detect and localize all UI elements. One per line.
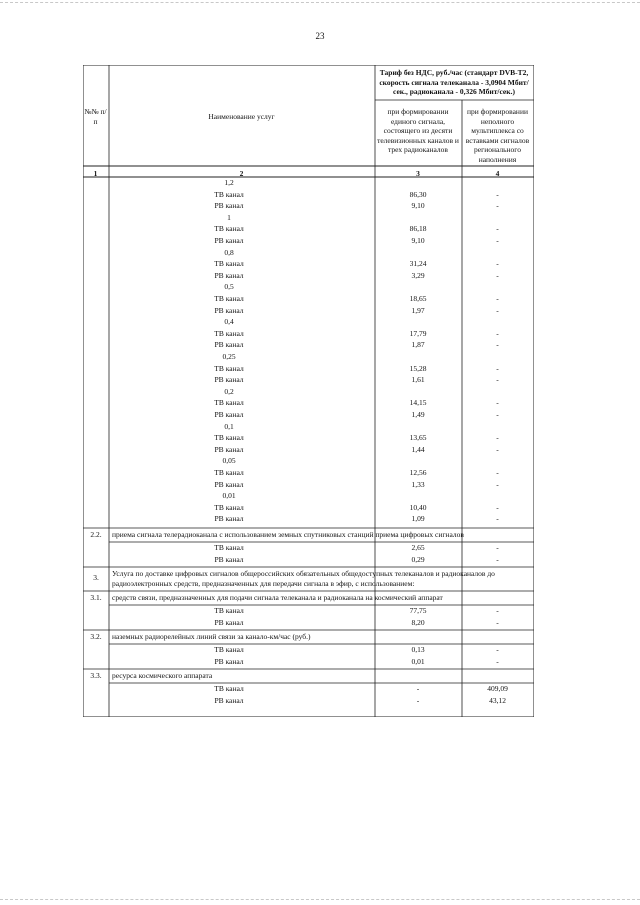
tv-tariff-col3: 13,65 — [409, 433, 427, 443]
tv-channel-label: ТВ канал — [214, 433, 244, 443]
rv-tariff-col3: 9,10 — [411, 236, 425, 245]
rv-tariff-col4: - — [496, 201, 499, 211]
tv-tariff-col4: - — [496, 398, 499, 408]
rv-channel-label: РВ канал — [214, 444, 244, 454]
tv-tariff-col4: - — [496, 543, 499, 552]
rv-tariff-col4: - — [496, 479, 499, 489]
section-title: приема сигнала телерадиоканала с использованием земных спутниковых станций приема цифровых сигналов — [112, 530, 464, 539]
section-title: наземных радиорелейных линий связи за канало-км/час (руб.) — [112, 632, 311, 641]
section-number: 3.2. — [90, 632, 102, 641]
tv-channel-label: ТВ канал — [214, 543, 244, 552]
section-number: 3.1. — [90, 593, 102, 602]
factor-value: 0,8 — [224, 247, 234, 257]
tv-tariff-col3: 10,40 — [409, 502, 427, 512]
factor-value: 0,2 — [224, 386, 234, 396]
tv-tariff-col4: - — [496, 468, 499, 477]
tv-tariff-col3: 17,79 — [409, 328, 427, 338]
tv-tariff-col4: - — [496, 189, 499, 199]
factor-value: 0,01 — [222, 491, 236, 501]
tv-channel-label: ТВ канал — [214, 259, 244, 269]
tv-channel-label: ТВ канал — [214, 502, 244, 512]
rv-channel-label: РВ канал — [214, 657, 244, 666]
tv-channel-label: ТВ канал — [214, 328, 244, 338]
page-top-edge — [0, 2, 640, 3]
rv-channel-label: РВ канал — [214, 305, 244, 315]
tv-tariff-col3: 18,65 — [409, 294, 427, 303]
section-title: средств связи, предназначенных для подачи сигнала телеканала и радиоканала на космический аппарат — [112, 593, 443, 602]
rv-tariff-col4: - — [496, 375, 499, 385]
tv-tariff-col3: 2,65 — [411, 543, 425, 552]
section-number: 2.2. — [90, 530, 102, 539]
section-number: 3.3. — [90, 671, 102, 680]
tariff-table — [83, 65, 534, 717]
rv-tariff-col3: 9,10 — [411, 201, 425, 211]
factor-value: 0,05 — [222, 456, 236, 466]
tv-tariff-col4: - — [496, 606, 499, 615]
tv-tariff-col4: - — [496, 502, 499, 512]
factor-value: 0,1 — [224, 421, 234, 431]
tv-tariff-col4: - — [496, 328, 499, 338]
rv-tariff-col4: - — [496, 340, 499, 350]
header-tariff-title: Тариф без НДС, руб./час (стандарт DVB-T2, скорость сигнала телеканала - 3,0904 Мбит/сек., радиоканала - 0,326 Мбит/сек.) — [379, 68, 529, 96]
colnum-2: 2 — [239, 169, 244, 178]
rv-tariff-col4: - — [496, 618, 499, 627]
tv-channel-label: ТВ канал — [214, 645, 244, 654]
tv-channel-label: ТВ канал — [214, 224, 244, 234]
rv-tariff-col3: 0,01 — [411, 657, 425, 666]
tv-tariff-col4: - — [496, 224, 499, 234]
rv-channel-label: РВ канал — [214, 340, 244, 350]
tv-tariff-col3: 12,56 — [409, 468, 427, 477]
factor-value: 1,2 — [224, 178, 234, 187]
rv-tariff-col4: - — [496, 514, 499, 524]
header-col3: при формировании единого сигнала, состоящего из десяти телевизионных каналов и трех радиоканалов — [377, 107, 459, 154]
rv-tariff-col3: - — [416, 696, 420, 705]
rv-channel-label: РВ канал — [214, 479, 244, 489]
rv-channel-label: РВ канал — [214, 201, 244, 211]
tv-tariff-col3: 0,13 — [411, 645, 425, 654]
rv-tariff-col3: 1,49 — [411, 410, 425, 419]
factor-value: 1 — [227, 212, 231, 222]
rv-channel-label: РВ канал — [214, 514, 244, 524]
header-name-col: Наименование услуг — [208, 112, 275, 121]
tv-tariff-col4: - — [496, 259, 499, 269]
tv-tariff-col3: 14,15 — [409, 398, 427, 408]
rv-channel-label: РВ канал — [214, 270, 244, 280]
tv-tariff-col3: 31,24 — [409, 259, 427, 269]
tv-channel-label: ТВ канал — [214, 398, 244, 408]
rv-tariff-col3: 8,20 — [411, 618, 425, 627]
factor-value: 0,4 — [224, 317, 234, 327]
tv-tariff-col3: 86,30 — [409, 189, 427, 199]
factor-value: 0,5 — [224, 282, 234, 292]
tv-tariff-col4: - — [496, 363, 499, 373]
rv-channel-label: РВ канал — [214, 696, 244, 705]
rv-tariff-col3: 3,29 — [411, 270, 425, 280]
rv-tariff-col4: - — [496, 270, 499, 280]
rv-tariff-col3: 1,33 — [411, 479, 425, 489]
rv-channel-label: РВ канал — [214, 618, 244, 627]
rv-tariff-col4: - — [496, 305, 499, 315]
tv-tariff-col3: 86,18 — [409, 224, 427, 234]
rv-tariff-col4: - — [496, 410, 499, 419]
rv-tariff-col4: - — [496, 555, 499, 564]
rv-tariff-col3: 1,87 — [411, 340, 425, 350]
rv-tariff-col3: 0,29 — [411, 555, 425, 564]
page-bottom-edge — [0, 899, 640, 900]
rv-tariff-col4: - — [496, 444, 499, 454]
colnum-1: 1 — [93, 169, 98, 178]
colnum-3: 3 — [416, 169, 420, 178]
tv-channel-label: ТВ канал — [214, 294, 244, 303]
rv-channel-label: РВ канал — [214, 410, 244, 419]
page-number: 23 — [315, 31, 325, 41]
tv-channel-label: ТВ канал — [214, 606, 244, 615]
rv-tariff-col3: 1,97 — [411, 305, 425, 315]
tv-channel-label: ТВ канал — [214, 468, 244, 477]
section-title: ресурса космического аппарата — [112, 671, 213, 680]
factor-value: 0,25 — [222, 352, 236, 361]
tv-tariff-col4: - — [496, 294, 499, 303]
header-col4: при формировании неполного мультиплекса со вставками сигналов регионального наполнения — [465, 107, 530, 164]
tv-channel-label: ТВ канал — [214, 189, 244, 199]
tv-channel-label: ТВ канал — [214, 363, 244, 373]
rv-tariff-col3: 1,61 — [411, 375, 425, 385]
rv-tariff-col4: - — [496, 236, 499, 245]
rv-tariff-col4: - — [496, 657, 499, 666]
section-number: 3. — [93, 573, 99, 582]
tv-tariff-col4: - — [496, 433, 499, 443]
tv-tariff-col3: 15,28 — [409, 363, 427, 373]
tv-tariff-col3: 77,75 — [409, 606, 427, 615]
tv-channel-label: ТВ канал — [214, 684, 244, 693]
rv-channel-label: РВ канал — [214, 555, 244, 564]
tv-tariff-col3: - — [416, 684, 420, 693]
colnum-4: 4 — [495, 169, 500, 178]
rv-channel-label: РВ канал — [214, 236, 244, 245]
rv-tariff-col3: 1,09 — [411, 514, 425, 524]
rv-tariff-col3: 1,44 — [411, 444, 425, 454]
rv-tariff-col4: 43,12 — [489, 696, 506, 705]
rv-channel-label: РВ канал — [214, 375, 244, 385]
tv-tariff-col4: 409,09 — [487, 684, 508, 693]
section-title: Услуга по доставке цифровых сигналов общероссийских обязательных общедоступных телеканалов и радиоканалов до радиоэлектронных средств, предназначенных для передачи сигнала в эфир, с использованием: — [112, 569, 495, 588]
header-num-col: №№ п/п — [84, 107, 107, 126]
tv-tariff-col4: - — [496, 645, 499, 654]
